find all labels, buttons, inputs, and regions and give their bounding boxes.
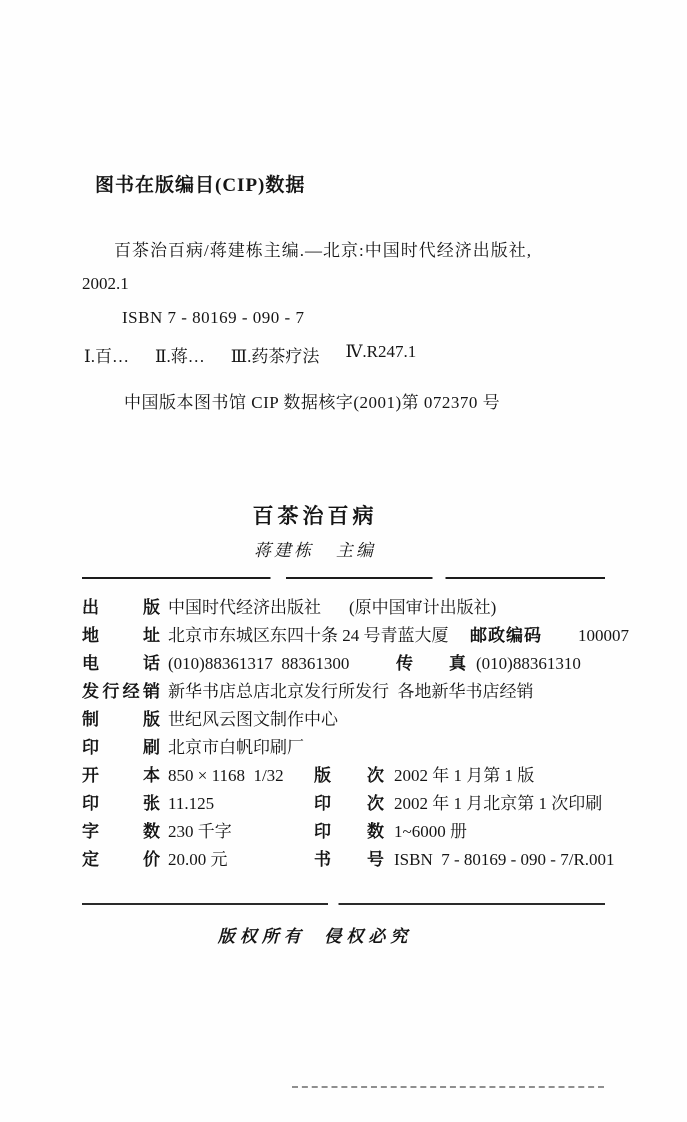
- colophon-label: 制版: [82, 710, 160, 729]
- colophon-row-publisher: [82, 594, 617, 622]
- colophon-label: 字数: [82, 822, 160, 841]
- colophon-row-sheets: [82, 790, 617, 818]
- colophon-label: 发行经销: [82, 682, 160, 701]
- title-block: [0, 500, 630, 530]
- book-number-label: 书号: [314, 850, 384, 869]
- colophon-group-publisher: [82, 594, 629, 678]
- postal-code-value: 100007: [578, 626, 629, 645]
- classification-item-3: Ⅲ.药茶疗法: [230, 347, 320, 366]
- print-run-label: 印数: [314, 822, 384, 841]
- phone-numbers: (010)88361317 88361300: [168, 654, 350, 673]
- section-divider-top: [82, 577, 605, 579]
- cip-record-number: 中国版本图书馆 CIP 数据核字(2001)第 072370 号: [124, 393, 501, 412]
- book-number-value: ISBN 7 - 80169 - 090 - 7/R.001: [394, 850, 615, 869]
- colophon-row-phone: [82, 650, 617, 678]
- book-title: 百茶治百病: [252, 504, 378, 528]
- colophon-row-platemaking: [82, 706, 617, 734]
- colophon-label: 地址: [82, 626, 160, 645]
- colophon-value: 新华书店总店北京发行所发行 各地新华书店经销: [168, 682, 534, 701]
- colophon-row-wordcount: [82, 818, 617, 846]
- colophon-value: 北京市白帆印刷厂: [168, 738, 304, 757]
- colophon-row-address: [82, 622, 629, 650]
- copyright-notice: 版权所有 侵权必究: [217, 927, 413, 946]
- section-divider-bottom: [82, 903, 605, 905]
- editor-name: 蒋建栋: [254, 541, 314, 560]
- impression-label: 印次: [314, 794, 384, 813]
- edition-label: 版次: [314, 766, 384, 785]
- fax-label: 传真: [396, 654, 466, 673]
- colophon-row-format: [82, 762, 617, 790]
- colophon-value: 20.00 元: [168, 850, 228, 869]
- scan-edge-artifact-line: [292, 1086, 604, 1088]
- classification-item-4: Ⅳ.R247.1: [345, 342, 417, 361]
- colophon-value: 850 × 1168 1/32: [168, 766, 284, 785]
- postal-code-label: 邮政编码: [470, 626, 542, 645]
- author-line: [0, 536, 630, 561]
- colophon-value: 中国时代经济出版社: [168, 598, 321, 617]
- editor-role-label: 主编: [336, 541, 376, 560]
- colophon-value: 230 千字: [168, 822, 232, 841]
- isbn-line: ISBN 7 - 80169 - 090 - 7: [122, 308, 305, 327]
- publisher-former-name-note: (原中国审计出版社): [349, 598, 497, 617]
- colophon-value: 世纪风云图文制作中心: [168, 710, 338, 729]
- cip-entry-line-2: 2002.1: [82, 274, 129, 293]
- colophon-label: 印张: [82, 794, 160, 813]
- colophon-label: 印刷: [82, 738, 160, 757]
- colophon-group-distribution: [82, 678, 617, 762]
- colophon-label: 开本: [82, 766, 160, 785]
- colophon-value: 北京市东城区东四十条 24 号青蓝大厦: [168, 626, 449, 645]
- classification-item-1: Ⅰ.百…: [84, 347, 129, 366]
- colophon-row-price: [82, 846, 617, 874]
- colophon-row-distribution: [82, 678, 617, 706]
- colophon-label: 出版: [82, 598, 160, 617]
- colophon-value: 11.125: [168, 794, 215, 813]
- cip-entry-line-1: 百茶治百病/蒋建栋主编.—北京:中国时代经济出版社,: [114, 241, 532, 260]
- impression-value: 2002 年 1 月北京第 1 次印刷: [394, 794, 603, 813]
- colophon-table: [82, 594, 629, 874]
- edition-value: 2002 年 1 月第 1 版: [394, 766, 535, 785]
- cip-header: 图书在版编目(CIP)数据: [95, 175, 306, 196]
- classification-item-2: Ⅱ.蒋…: [154, 347, 205, 366]
- colophon-group-specs: [82, 762, 617, 874]
- colophon-row-printing: [82, 734, 617, 762]
- print-run-value: 1~6000 册: [394, 822, 467, 841]
- classification-line: [84, 342, 416, 367]
- colophon-label: 电话: [82, 654, 160, 673]
- fax-number: (010)88361310: [476, 654, 581, 673]
- colophon-label: 定价: [82, 850, 160, 869]
